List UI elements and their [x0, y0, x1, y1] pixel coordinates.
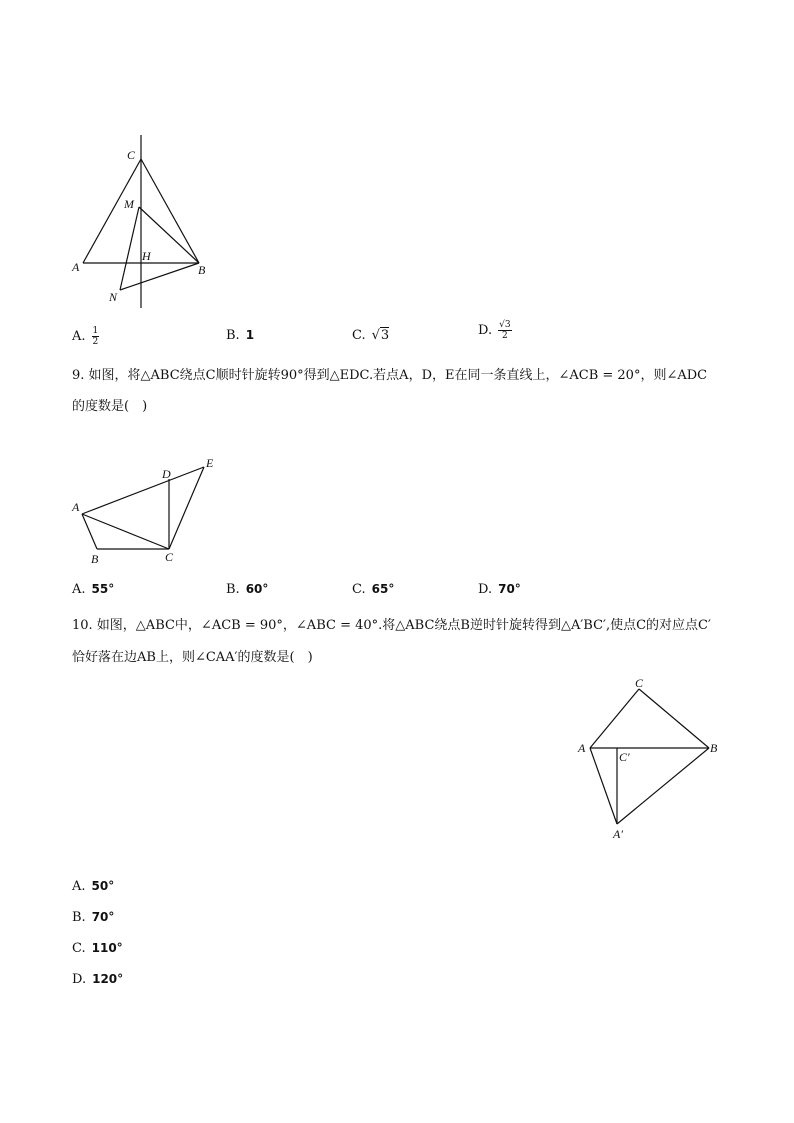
q8-option-a[interactable] [72, 326, 99, 347]
q8-label-a: A [72, 260, 80, 274]
q8-segment-cb [141, 159, 199, 263]
q10-stem-line2: 恰好落在边AB上，则∠CAA′的度数是( ) [72, 650, 313, 665]
q10-option-a[interactable] [72, 879, 114, 894]
q8-option-d-fraction: $\frac{√3}{2}$ [499, 320, 511, 341]
q9-figure [66, 455, 226, 570]
q9-option-a-letter: A. [72, 582, 86, 597]
q9-label-c: C [165, 550, 174, 564]
q10-option-d-value: 120° [92, 972, 124, 986]
q8-option-a-letter: A. [72, 329, 86, 344]
q8-segment-nb [120, 263, 199, 290]
q10-option-c[interactable] [72, 941, 123, 956]
q8-label-n: N [109, 290, 118, 304]
q9-option-b[interactable] [226, 582, 268, 597]
q10-figure [570, 672, 735, 847]
q9-stem-line1: 9. 如图，将△ABC绕点C顺时针旋转90°得到△EDC.若点A，D，E在同一条直线上，∠ACB = 20°，则∠ADC [72, 368, 708, 383]
q10-label-a: A [578, 741, 586, 755]
q10-stem-line1: 10. 如图，△ABC中，∠ACB = 90°，∠ABC = 40°.将△ABC绕点B逆时针旋转得到△A′BC′,使点C的对应点C′ [72, 618, 711, 633]
q9-option-b-value: 60° [245, 582, 269, 596]
q8-option-d[interactable] [478, 320, 512, 341]
q8-option-b-value: 1 [245, 328, 255, 342]
q9-stem-line2: 的度数是( ) [72, 399, 148, 414]
q8-label-b: B [198, 263, 206, 277]
q10-option-b-value: 70° [91, 910, 115, 924]
q9-option-c-letter: C. [352, 582, 366, 597]
q10-option-d[interactable] [72, 972, 123, 987]
q10-option-a-value: 50° [91, 879, 115, 893]
q9-option-a-value: 55° [91, 582, 115, 596]
q10-option-b-letter: B. [72, 910, 86, 925]
q9-label-d: D [162, 467, 171, 481]
q8-segment-mn [120, 207, 139, 290]
q10-option-b[interactable] [72, 910, 114, 925]
q9-label-e: E [206, 456, 214, 470]
q9-segment-ae [82, 467, 204, 514]
q10-segment-cb [639, 689, 709, 748]
q9-option-c-value: 65° [371, 582, 395, 596]
q9-option-a[interactable] [72, 582, 114, 597]
q9-option-d[interactable] [478, 582, 521, 597]
q8-option-b[interactable] [226, 328, 254, 343]
q10-option-c-value: 110° [91, 941, 123, 955]
q8-option-c[interactable] [352, 328, 389, 343]
q8-option-d-letter: D. [478, 323, 493, 338]
q9-option-b-letter: B. [226, 582, 240, 597]
q10-label-a-prime: A′ [613, 827, 623, 841]
q9-label-a: A [72, 500, 80, 514]
q8-option-b-letter: B. [226, 328, 240, 343]
q8-option-a-fraction: $\frac{1}{2}$ [92, 326, 99, 347]
q10-segment-a2b [617, 748, 709, 824]
q10-segment-aa2 [590, 748, 617, 824]
q8-option-c-letter: C. [352, 328, 366, 343]
q8-segment-ca [83, 159, 141, 263]
q9-option-d-letter: D. [478, 582, 493, 597]
q9-option-d-value: 70° [498, 582, 521, 596]
q9-segment-ec [169, 467, 204, 549]
q8-label-m: M [124, 197, 134, 211]
q8-figure [60, 128, 220, 313]
q8-option-c-sqrt: √3 [371, 328, 390, 343]
q9-label-b: B [91, 552, 99, 566]
q8-label-h: H [142, 249, 151, 263]
q10-option-c-letter: C. [72, 941, 86, 956]
q10-option-d-letter: D. [72, 972, 87, 987]
q8-label-c: C [127, 148, 136, 162]
q10-label-c: C [635, 676, 644, 690]
q10-option-a-letter: A. [72, 879, 86, 894]
q9-option-c[interactable] [352, 582, 394, 597]
q10-segment-ca [590, 689, 639, 748]
q10-label-c-prime: C′ [619, 750, 630, 764]
q10-label-b: B [710, 741, 718, 755]
